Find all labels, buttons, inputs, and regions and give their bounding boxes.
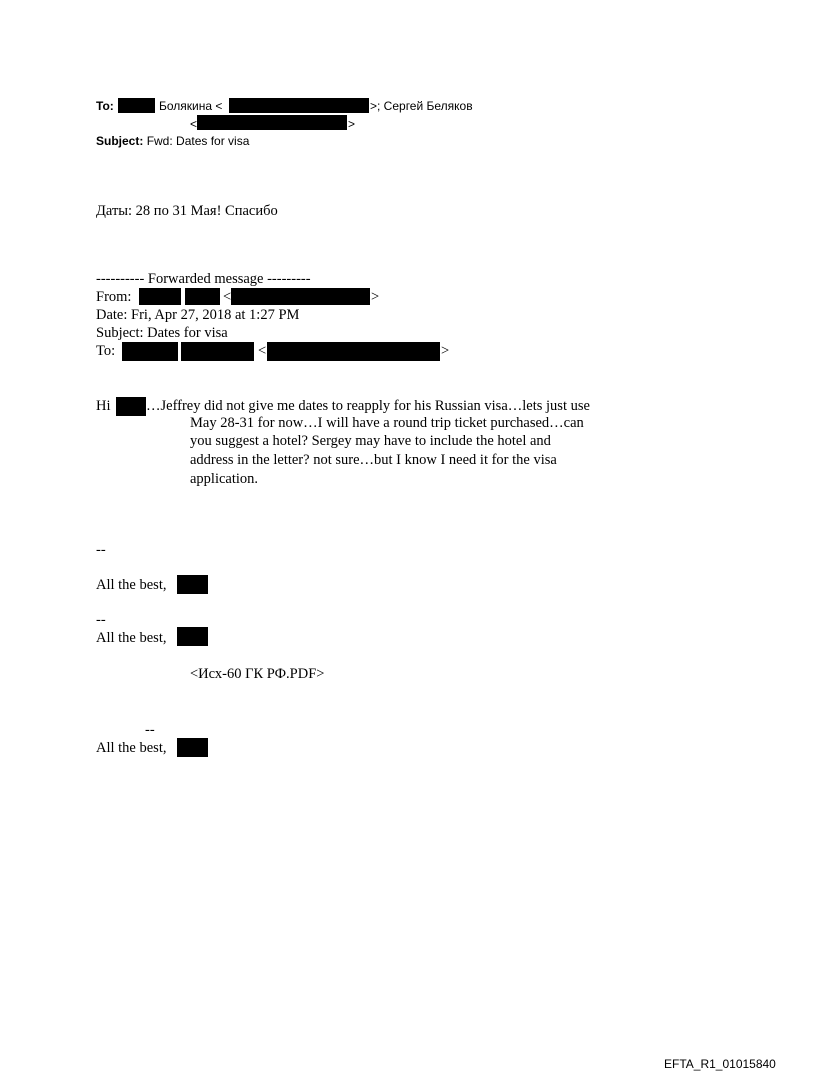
message-line-3: you suggest a hotel? Sergey may have to include the hotel and [190,433,551,449]
forwarded-from-label: From: [96,289,132,305]
signature-dashes-1: -- [96,542,106,558]
forwarded-from-open: < [223,289,232,305]
subject-value: Fwd: Dates for visa [146,134,250,148]
forwarded-to-close: > [441,343,450,359]
message-line-5: application. [190,471,259,487]
subject-label: Subject: [96,134,144,148]
signature-3: All the best, [96,740,167,756]
attachment-filename: <Исх-60 ГК РФ.PDF> [190,666,325,682]
redaction-box [177,575,208,594]
to-line2-open: < [190,117,198,131]
to-recipient-name: Болякина < [159,99,223,113]
forwarded-subject: Subject: Dates for visa [96,325,228,341]
redaction-box [231,288,370,305]
document-id: EFTA_R1_01015840 [664,1057,776,1071]
signature-dashes-3: -- [145,722,155,738]
to-second-recipient: >; Сергей Беляков [370,99,473,113]
redaction-box [181,342,254,361]
redaction-box [139,288,181,305]
forwarded-to-label: To: [96,343,116,359]
redaction-box [116,397,146,416]
redaction-box [197,115,347,130]
to-line2-close: > [348,117,356,131]
redaction-box [122,342,178,361]
forwarded-from-close: > [371,289,380,305]
signature-dashes-2: -- [96,612,106,628]
forwarded-banner: ---------- Forwarded message --------- [96,271,311,287]
redaction-box [118,98,155,113]
message-greeting: Hi [96,398,111,414]
signature-2: All the best, [96,630,167,646]
message-line-2: May 28-31 for now…I will have a round trip ticket purchased…can [190,415,584,431]
forwarded-date: Date: Fri, Apr 27, 2018 at 1:27 PM [96,307,300,323]
redaction-box [185,288,220,305]
redaction-box [177,627,208,646]
message-line-4: address in the letter? not sure…but I know I need it for the visa [190,452,557,468]
signature-1: All the best, [96,577,167,593]
redaction-box [177,738,208,757]
message-line-1: …Jeffrey did not give me dates to reapply for his Russian visa…lets just use [146,398,590,414]
body-intro: Даты: 28 по 31 Мая! Спасибо [96,203,278,219]
redaction-box [229,98,369,113]
subject-line [96,134,249,149]
to-line [96,99,114,114]
to-label: To: [96,99,114,113]
redaction-box [267,342,440,361]
forwarded-to-open: < [258,343,267,359]
